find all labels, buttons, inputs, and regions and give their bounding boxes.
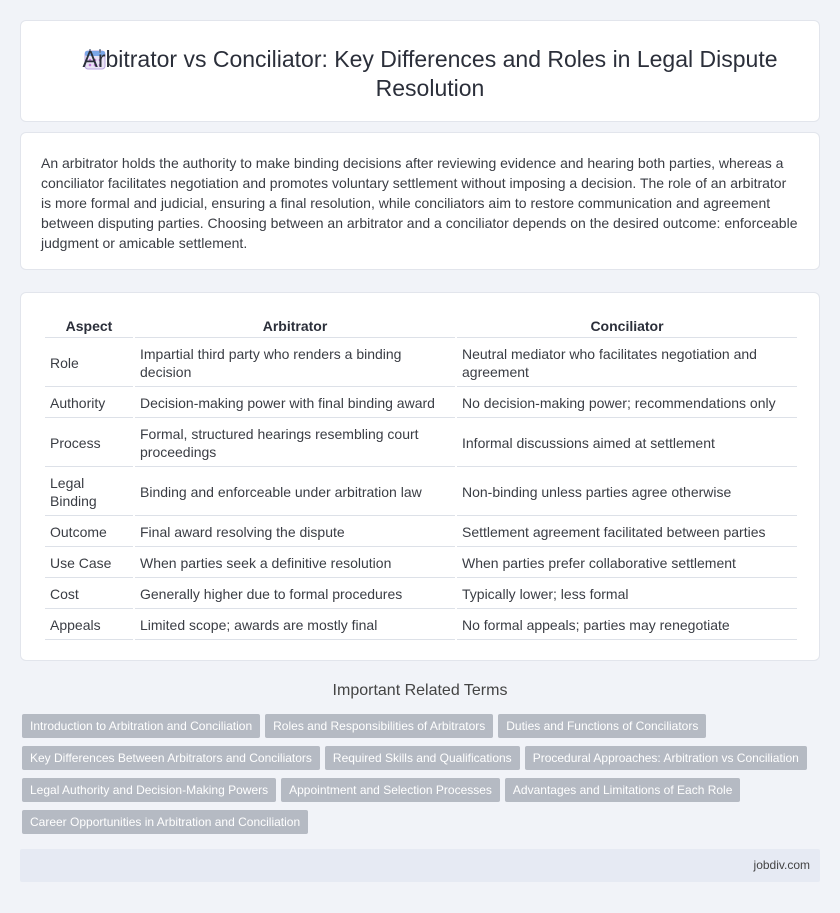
arbitrator-cell: Binding and enforceable under arbitration law [135,469,455,516]
arbitrator-cell: Limited scope; awards are mostly final [135,611,455,640]
aspect-cell: Authority [45,389,133,418]
header-aspect: Aspect [45,313,133,338]
related-term-tag[interactable]: Advantages and Limitations of Each Role [505,778,740,802]
conciliator-cell: Neutral mediator who facilitates negotiation and agreement [457,340,797,387]
related-term-tag[interactable]: Appointment and Selection Processes [281,778,500,802]
arbitrator-cell: Decision-making power with final binding award [135,389,455,418]
conciliator-cell: Informal discussions aimed at settlement [457,420,797,467]
table-row [45,611,797,640]
aspect-cell: Process [45,420,133,467]
related-term-tag[interactable]: Procedural Approaches: Arbitration vs Conciliation [525,746,807,770]
table-row [45,580,797,609]
related-term-tag[interactable]: Legal Authority and Decision-Making Powers [22,778,276,802]
related-terms-list [22,714,822,842]
related-term-tag[interactable]: Duties and Functions of Conciliators [498,714,706,738]
table-row [45,469,797,516]
related-term-tag[interactable]: Roles and Responsibilities of Arbitrators [265,714,493,738]
conciliator-cell: Settlement agreement facilitated between parties [457,518,797,547]
header-conciliator: Conciliator [457,313,797,338]
related-term-tag[interactable]: Required Skills and Qualifications [325,746,520,770]
footer-site-link[interactable]: jobdiv.com [753,858,810,872]
arbitrator-cell: Impartial third party who renders a binding decision [135,340,455,387]
conciliator-cell: Non-binding unless parties agree otherwise [457,469,797,516]
aspect-cell: Outcome [45,518,133,547]
table-row [45,420,797,467]
aspect-cell: Legal Binding [45,469,133,516]
comparison-table-card [20,292,820,661]
table-row [45,340,797,387]
footer [20,849,820,882]
intro-paragraph: An arbitrator holds the authority to make binding decisions after reviewing evidence and hearing both parties, whereas a conciliator facilitates negotiation and promotes voluntary settlement without imposing a decision. The role of an arbitrator is more formal and judicial, ensuring a final resolution, while conciliators aim to restore communication and agreement between disputing parties. Choosing between an arbitrator and a conciliator depends on the desired outcome: enforceable judgment or amicable settlement. [41,155,798,251]
aspect-cell: Role [45,340,133,387]
arbitrator-cell: Formal, structured hearings resembling court proceedings [135,420,455,467]
related-term-tag[interactable]: Career Opportunities in Arbitration and Conciliation [22,810,308,834]
aspect-cell: Use Case [45,549,133,578]
conciliator-cell: No formal appeals; parties may renegotiate [457,611,797,640]
header-card [20,20,820,122]
related-terms-title: Important Related Terms [332,682,508,699]
intro-card [20,132,820,270]
comparison-table [43,311,799,642]
arbitrator-cell: Final award resolving the dispute [135,518,455,547]
arbitrator-cell: When parties seek a definitive resolution [135,549,455,578]
header-arbitrator: Arbitrator [135,313,455,338]
arbitrator-cell: Generally higher due to formal procedures [135,580,455,609]
aspect-cell: Cost [45,580,133,609]
conciliator-cell: Typically lower; less formal [457,580,797,609]
aspect-cell: Appeals [45,611,133,640]
table-row [45,389,797,418]
table-row [45,518,797,547]
related-term-tag[interactable]: Key Differences Between Arbitrators and Conciliators [22,746,320,770]
table-row [45,549,797,578]
related-term-tag[interactable]: Introduction to Arbitration and Conciliation [22,714,260,738]
conciliator-cell: When parties prefer collaborative settlement [457,549,797,578]
conciliator-cell: No decision-making power; recommendations only [457,389,797,418]
table-header-row [45,313,797,338]
page-title: Arbitrator vs Conciliator: Key Differences and Roles in Legal Dispute Resolution [82,46,778,101]
